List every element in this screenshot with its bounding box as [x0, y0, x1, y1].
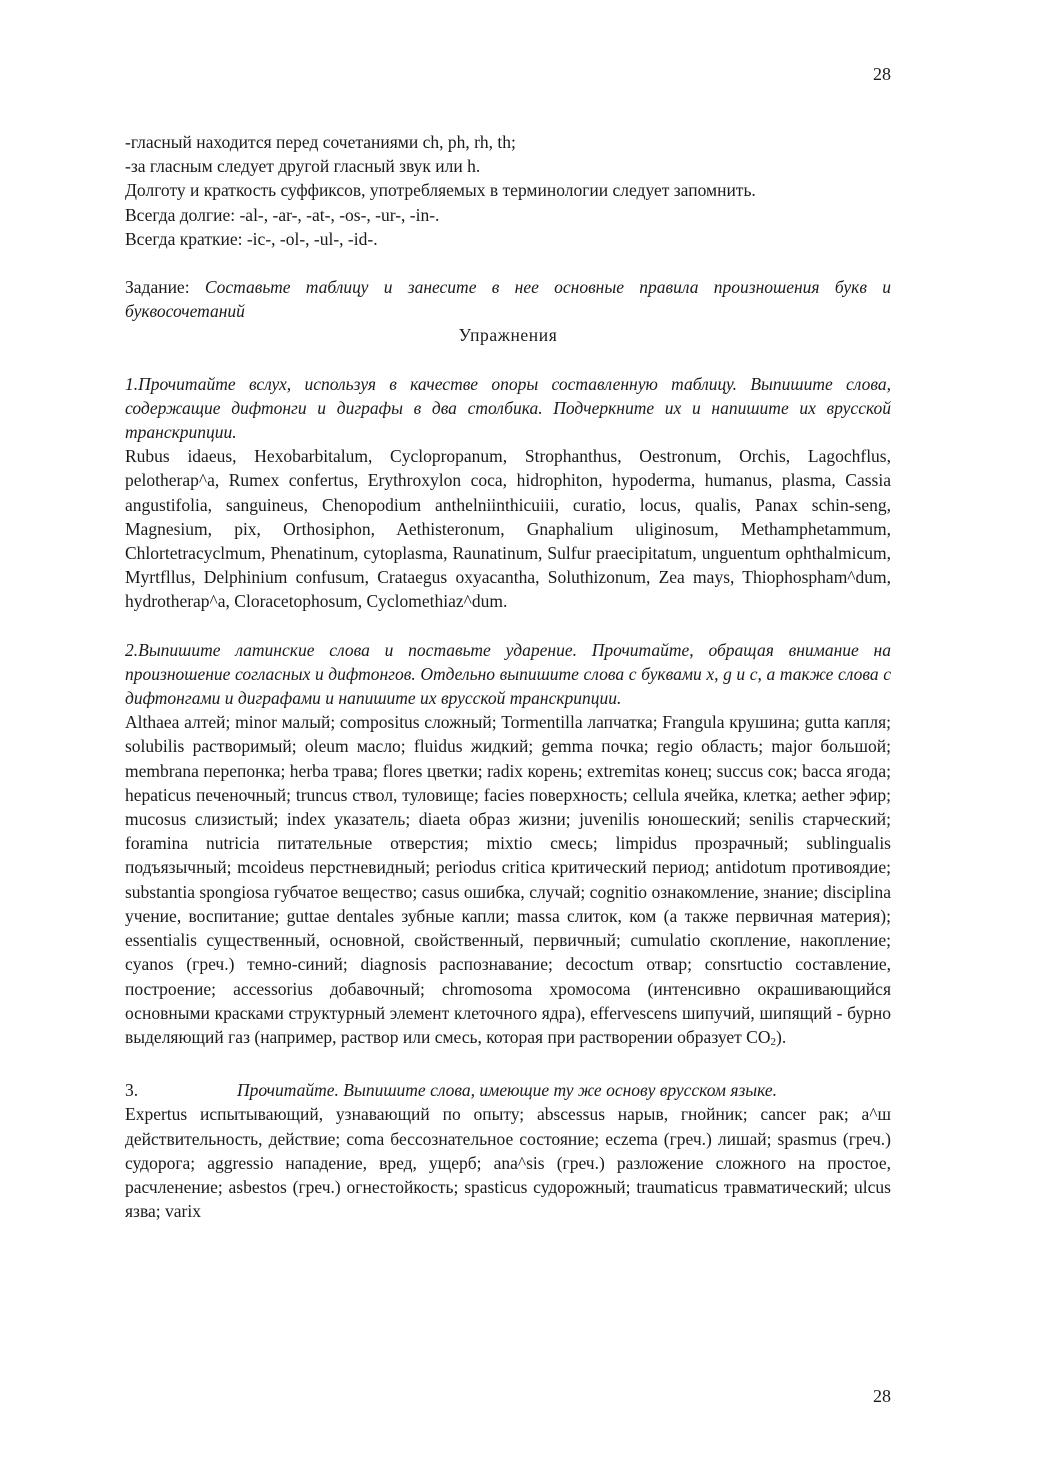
exercise-3-title: Прочитайте. Выпишите слова, имеющие ту же основу врусском языке. [237, 1080, 778, 1101]
intro-line: Всегда долгие: -al-, -ar-, -at-, -os-, -ur-, -in-. [125, 204, 440, 225]
exercise-1-body: Rubus idaeus, Hexobarbitalum, Cyclopropanum, Strophanthus, Oestronum, Orchis, Lagochflus, pelotherap^a, Rumex confertus, Erythroxylon coca, hidrophiton, hypoderma, humanus, plasma, Cassia angustifolia, sanguineus, Chenopodium anthelniinthicuiii, curatio, locus, qualis, Panax schin-seng, Magnesium, pix, Orthosiphon, Aethisteronum, Gnaphalium uliginosum, Methamphetammum, Chlortetracyclmum, Phenatinum, cytoplasma, Raunatinum, Sulfur praecipitatum, unguentum ophthalmicum, Myrtfllus, Delphinium confusum, Crataegus oxyacantha, Soluthizonum, Zea mays, Thiophospham^dum, hydrotherap^a, Cloracetophosum, Cyclomethiaz^dum. [125, 446, 891, 612]
exercise-2-body-end: ). [776, 1026, 787, 1047]
intro-line: Долготу и краткость суффиксов, употребляемых в терминологии следует запомнить. [125, 180, 756, 201]
exercise-3-heading [125, 1078, 891, 1102]
task-label: Задание: [125, 277, 205, 298]
page-number-top: 28 [873, 64, 891, 84]
intro-line: -гласный находится перед сочетаниями ch, ph, rh, th; [125, 132, 516, 152]
task-text: Составьте таблицу и занесите в нее основные правила произношения букв и буквосочетаний [125, 277, 891, 322]
exercise-2-body-text: Althaea алтей; minor малый; compositus сложный; Tormentilla лапчатка; Frangula крушина; gutta капля; solubilis растворимый; oleum масло; fluidus жидкий; gemma почка; regio область; major большой; membrana перепонка; herba трава; flores цветки; radix корень; extremitas конец; succus сок; bacca ягода; hepaticus печеночный; truncus ствол, туловище; facies поверхность; cellula ячейка, клетка; aether эфир; mucosus слизистый; index указатель; diaeta образ жизни; juvenilis юношеский; senilis старческий; foramina nutricia питательные отверстия; mixtio смесь; limpidus прозрачный; sublingualis подъязычный; mcoideus перстневидный; periodus critica критический период; antidotum противоядие; substantia spongiosa губчатое вещество; casus ошибка, случай; cognitio ознакомление, знание; disciplina учение, воспитание; guttae dentales зубные капли; massa слиток, ком (а также первичная материя); essentialis существенный, основной, свойственный, первичный; cumulatio скопление, накопление; cyanos (греч.) темно-синий; diagnosis распознавание; decoctum отвар; consrtuctio составление, построение; accessorius добавочный; chromosoma хромосома (интенсивно окрашивающийся основными красками структурный элемент клеточного ядра), effervescens шипучий, шипящий - бурно выделяющий газ (например, раствор или смесь, которая при растворении образует CO [125, 712, 891, 1047]
exercise-2-title: 2.Выпишите латинские слова и поставьте ударение. Прочитайте, обращая внимание на произношение согласных и дифтонгов. Отдельно выпишите слова с буквами x, g и c, а также слова с дифтонгами и диграфами и напишите их врусской транскрипции. [125, 639, 891, 709]
intro-line: -за гласным следует другой гласный звук или h. [125, 156, 481, 177]
page-content [125, 130, 891, 1223]
exercise-2-body [125, 710, 891, 1054]
exercise-3-body: Expertus испытывающий, узнавающий по опыту; abscessus нарыв, гнойник; cancer рак; а^ш действительность, действие; coma бессознательное состояние; eczema (греч.) лишай; spasmus (греч.) судорога; aggressio нападение, вред, ущерб; ana^sis (греч.) разложение сложного на простое, расчленение; asbestos (греч.) огнестойкость; spasticus судорожный; traumaticus травматический; ulcus язва; varix [125, 1104, 891, 1222]
intro-line: Всегда краткие: -ic-, -ol-, -ul-, -id-. [125, 228, 378, 249]
page-number-bottom: 28 [873, 1386, 891, 1406]
exercise-2-subscript: 2 [770, 1035, 776, 1048]
exercise-1-title: 1.Прочитайте вслух, используя в качестве опоры составленную таблицу. Выпишите слова, содержащие дифтонги и диграфы в два столбика. Подчеркните их и напишите их врусской транскрипции. [125, 373, 891, 443]
intro-block [125, 130, 891, 251]
exercise-3-number: 3. [125, 1080, 139, 1101]
section-heading: Упражнения [458, 325, 558, 346]
task-paragraph [125, 275, 891, 323]
